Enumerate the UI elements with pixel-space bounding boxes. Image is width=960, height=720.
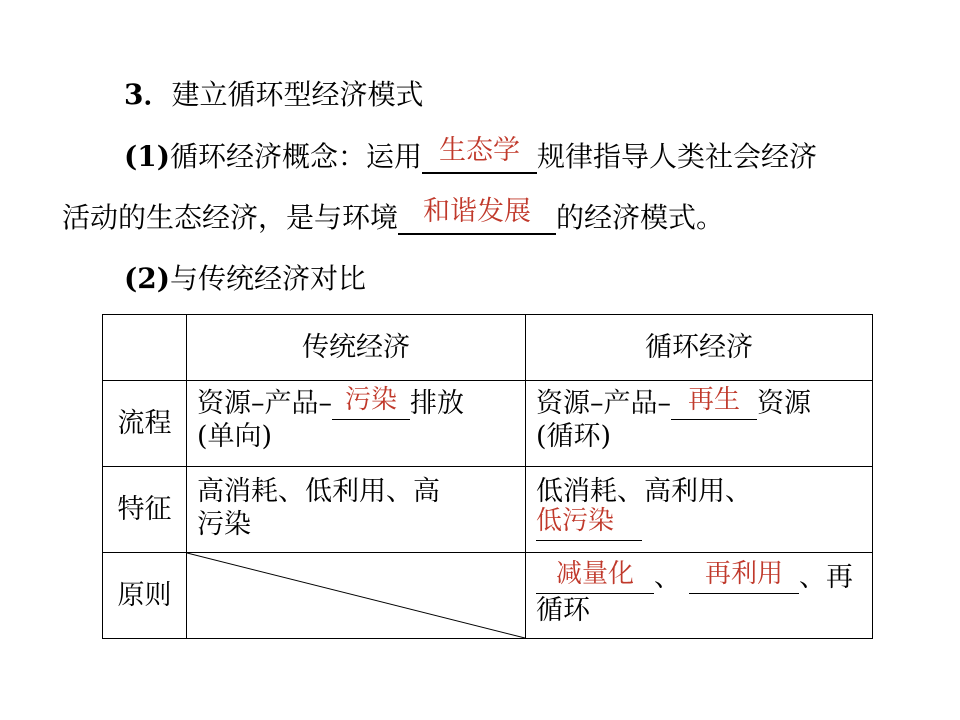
row-label-features: 特征 [117,494,172,525]
features-circ-line1: 低消耗、高利用、 [536,476,752,507]
answer-pollution: 污染 [344,385,397,415]
header-traditional: 传统经济 [302,332,410,363]
table-divider [103,380,872,381]
blank-pollution [332,385,410,420]
concept-line-2 [62,196,725,235]
answer-regeneration: 再生 [687,385,740,415]
features-trad-line1: 高消耗、低利用、高 [197,476,440,507]
principles-circular [536,561,870,627]
process-circular [536,387,870,453]
blank-reuse [689,559,799,594]
table-divider [103,466,872,467]
features-circular [536,475,870,541]
row-label-process: 流程 [117,408,172,439]
process-circ-direction: (循环) [536,421,612,452]
blank-harmony [398,196,556,235]
concept-text-2: 规律指导人类社会经济 [537,140,818,173]
section-heading [124,78,424,112]
principles-sep-2: 、再 [799,562,853,593]
empty-cell-diagonal [187,553,525,638]
comparison-table [102,314,873,639]
process-circ-text: 资源–产品– [536,388,671,419]
process-trad-direction: (单向) [197,421,273,452]
header-circular: 循环经济 [645,332,753,363]
concept-text-3: 活动的生态经济，是与环境 [62,201,399,234]
process-traditional [197,387,522,453]
row-label-principles: 原则 [117,580,172,611]
section-number: 3． [124,78,172,111]
blank-low-pollution [536,506,642,541]
item2-number: (2) [124,262,170,295]
answer-harmony: 和谐发展 [423,196,532,227]
features-traditional [197,475,522,541]
blank-regeneration [671,385,757,420]
principles-recycle: 循环 [536,595,590,626]
concept-line-1 [124,135,818,174]
process-trad-end: 排放 [410,388,464,419]
features-trad-line2: 污染 [197,509,251,540]
process-circ-end: 资源 [757,388,811,419]
answer-low-pollution: 低污染 [536,506,615,536]
concept-text-1: 循环经济概念：运用 [169,140,422,173]
comparison-heading [124,262,366,296]
process-trad-text: 资源–产品– [197,388,332,419]
blank-reduce [536,559,654,594]
blank-ecology [422,135,537,174]
answer-reduce: 减量化 [555,559,634,589]
answer-ecology: 生态学 [439,135,520,166]
answer-reuse: 再利用 [704,559,783,589]
section-title: 建立循环型经济模式 [171,78,424,111]
concept-text-4: 的经济模式。 [556,201,725,234]
principles-sep-1: 、 [654,562,681,593]
item1-number: (1) [124,140,170,173]
comparison-title: 与传统经济对比 [169,262,366,295]
